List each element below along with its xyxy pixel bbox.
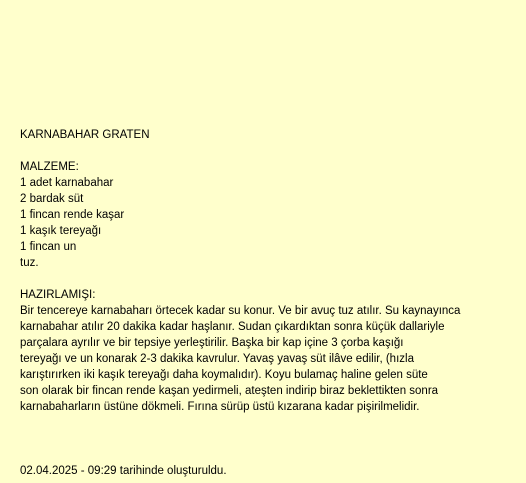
- ingredients-list: [20, 175, 510, 271]
- ingredient-item: 1 fincan un: [20, 241, 77, 253]
- method-line: parçalara ayrılır ve bir tepsiye yerleştirilir. Başka bir kap içine 3 çorba kaşığı: [20, 337, 404, 349]
- spacer: [20, 271, 510, 287]
- ingredient-item: tuz.: [20, 257, 39, 269]
- ingredients-heading: MALZEME:: [20, 161, 79, 173]
- method-text: [20, 303, 510, 415]
- recipe-title: KARNABAHAR GRATEN: [20, 129, 150, 141]
- method-line: karnabaharların üstüne dökmeli. Fırına sürüp üstü kızarana kadar pişirilmelidir.: [20, 401, 420, 413]
- method-line: karnabahar atılır 20 dakika kadar haşlanır. Sudan çıkardıktan sonra küçük dallariyle: [20, 321, 445, 333]
- ingredient-item: 1 fincan rende kaşar: [20, 209, 125, 221]
- ingredient-item: 1 kaşık tereyağı: [20, 225, 102, 237]
- method-heading: HAZIRLAMIŞI:: [20, 289, 96, 301]
- method-line: karıştırırken iki kaşık tereyağı daha koymalıdır). Koyu bulamaç haline gelen süte: [20, 369, 428, 381]
- ingredient-item: 2 bardak süt: [20, 193, 84, 205]
- created-timestamp: 02.04.2025 - 09:29 tarihinde oluşturuldu.: [20, 465, 227, 477]
- spacer: [20, 143, 510, 159]
- method-line: Bir tencereye karnabaharı örtecek kadar su konur. Ve bir avuç tuz atılır. Su kaynayınca: [20, 305, 461, 317]
- recipe-document: [20, 127, 510, 415]
- ingredient-item: 1 adet karnabahar: [20, 177, 114, 189]
- method-line: son olarak bir fincan rende kaşan yedirmeli, ateşten indirip biraz beklettikten sonra: [20, 385, 439, 397]
- method-line: tereyağı ve un konarak 2-3 dakika kavrulur. Yavaş yavaş süt ilâve edilir, (hızla: [20, 353, 414, 365]
